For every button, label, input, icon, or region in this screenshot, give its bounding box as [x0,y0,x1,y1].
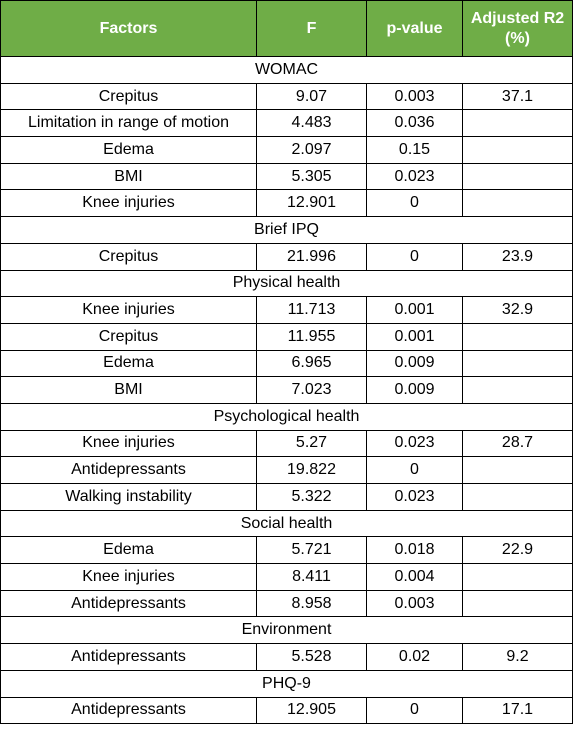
p-value-cell: 0.009 [367,377,463,404]
section-title: Social health [1,510,573,537]
p-value-cell: 0.018 [367,537,463,564]
f-value-cell: 5.721 [257,537,367,564]
adjusted-r2-cell [463,110,573,137]
adjusted-r2-cell: 28.7 [463,430,573,457]
table-row [1,590,573,617]
table-row [1,83,573,110]
adjusted-r2-cell: 17.1 [463,697,573,724]
p-value-cell: 0.004 [367,564,463,591]
adjusted-r2-cell: 23.9 [463,243,573,270]
table-row [1,190,573,217]
adjusted-r2-cell: 37.1 [463,83,573,110]
p-value-cell: 0 [367,243,463,270]
adjusted-r2-cell [463,484,573,511]
section-row [1,617,573,644]
p-value-cell: 0.15 [367,137,463,164]
f-value-cell: 6.965 [257,350,367,377]
table-row [1,137,573,164]
adjusted-r2-cell [463,377,573,404]
section-title: Psychological health [1,403,573,430]
section-row [1,57,573,84]
factor-cell: Crepitus [1,323,257,350]
f-value-cell: 5.528 [257,644,367,671]
p-value-cell: 0 [367,697,463,724]
adjusted-r2-cell [463,564,573,591]
f-value-cell: 21.996 [257,243,367,270]
factor-cell: Edema [1,537,257,564]
f-value-cell: 8.411 [257,564,367,591]
p-value-cell: 0 [367,457,463,484]
factor-cell: Knee injuries [1,297,257,324]
header-adjusted-r2-line1: Adjusted R2 [470,9,565,27]
table-row [1,350,573,377]
table-row [1,243,573,270]
factor-cell: Antidepressants [1,644,257,671]
f-value-cell: 12.901 [257,190,367,217]
p-value-cell: 0.036 [367,110,463,137]
f-value-cell: 11.955 [257,323,367,350]
f-value-cell: 2.097 [257,137,367,164]
f-value-cell: 5.322 [257,484,367,511]
section-title: Physical health [1,270,573,297]
table-row [1,564,573,591]
factor-cell: BMI [1,377,257,404]
p-value-cell: 0.023 [367,484,463,511]
table-row [1,457,573,484]
header-factors: Factors [1,1,257,57]
adjusted-r2-cell [463,163,573,190]
factor-cell: Antidepressants [1,457,257,484]
table-row [1,537,573,564]
section-row [1,403,573,430]
section-row [1,217,573,244]
section-title: Brief IPQ [1,217,573,244]
p-value-cell: 0.023 [367,163,463,190]
factor-cell: Antidepressants [1,590,257,617]
section-row [1,670,573,697]
factor-cell: Knee injuries [1,564,257,591]
adjusted-r2-cell: 32.9 [463,297,573,324]
f-value-cell: 9.07 [257,83,367,110]
factor-cell: Limitation in range of motion [1,110,257,137]
factor-cell: Walking instability [1,484,257,511]
adjusted-r2-cell [463,350,573,377]
adjusted-r2-cell [463,137,573,164]
p-value-cell: 0.009 [367,350,463,377]
f-value-cell: 5.27 [257,430,367,457]
adjusted-r2-cell [463,323,573,350]
table-row [1,110,573,137]
table-row [1,644,573,671]
f-value-cell: 5.305 [257,163,367,190]
adjusted-r2-cell [463,590,573,617]
table-row [1,377,573,404]
header-row [1,1,573,57]
section-title: Environment [1,617,573,644]
header-f: F [257,1,367,57]
adjusted-r2-cell: 22.9 [463,537,573,564]
adjusted-r2-cell [463,190,573,217]
p-value-cell: 0 [367,190,463,217]
table-row [1,297,573,324]
factor-cell: Antidepressants [1,697,257,724]
table-row [1,697,573,724]
adjusted-r2-cell: 9.2 [463,644,573,671]
table-body [1,57,573,724]
f-value-cell: 11.713 [257,297,367,324]
table-row [1,163,573,190]
section-row [1,270,573,297]
factor-cell: Crepitus [1,243,257,270]
factor-cell: Knee injuries [1,430,257,457]
p-value-cell: 0.02 [367,644,463,671]
p-value-cell: 0.001 [367,297,463,324]
table-header [1,1,573,57]
table-row [1,484,573,511]
factor-cell: Edema [1,350,257,377]
factor-cell: Knee injuries [1,190,257,217]
p-value-cell: 0.001 [367,323,463,350]
factor-cell: Crepitus [1,83,257,110]
f-value-cell: 12.905 [257,697,367,724]
table-row [1,323,573,350]
section-title: PHQ-9 [1,670,573,697]
header-adjusted-r2 [463,1,573,57]
table-row [1,430,573,457]
p-value-cell: 0.003 [367,590,463,617]
section-title: WOMAC [1,57,573,84]
p-value-cell: 0.003 [367,83,463,110]
section-row [1,510,573,537]
p-value-cell: 0.023 [367,430,463,457]
f-value-cell: 8.958 [257,590,367,617]
factor-cell: BMI [1,163,257,190]
f-value-cell: 4.483 [257,110,367,137]
header-adjusted-r2-line2: (%) [505,29,530,47]
header-p-value: p-value [367,1,463,57]
f-value-cell: 19.822 [257,457,367,484]
adjusted-r2-cell [463,457,573,484]
factor-cell: Edema [1,137,257,164]
f-value-cell: 7.023 [257,377,367,404]
